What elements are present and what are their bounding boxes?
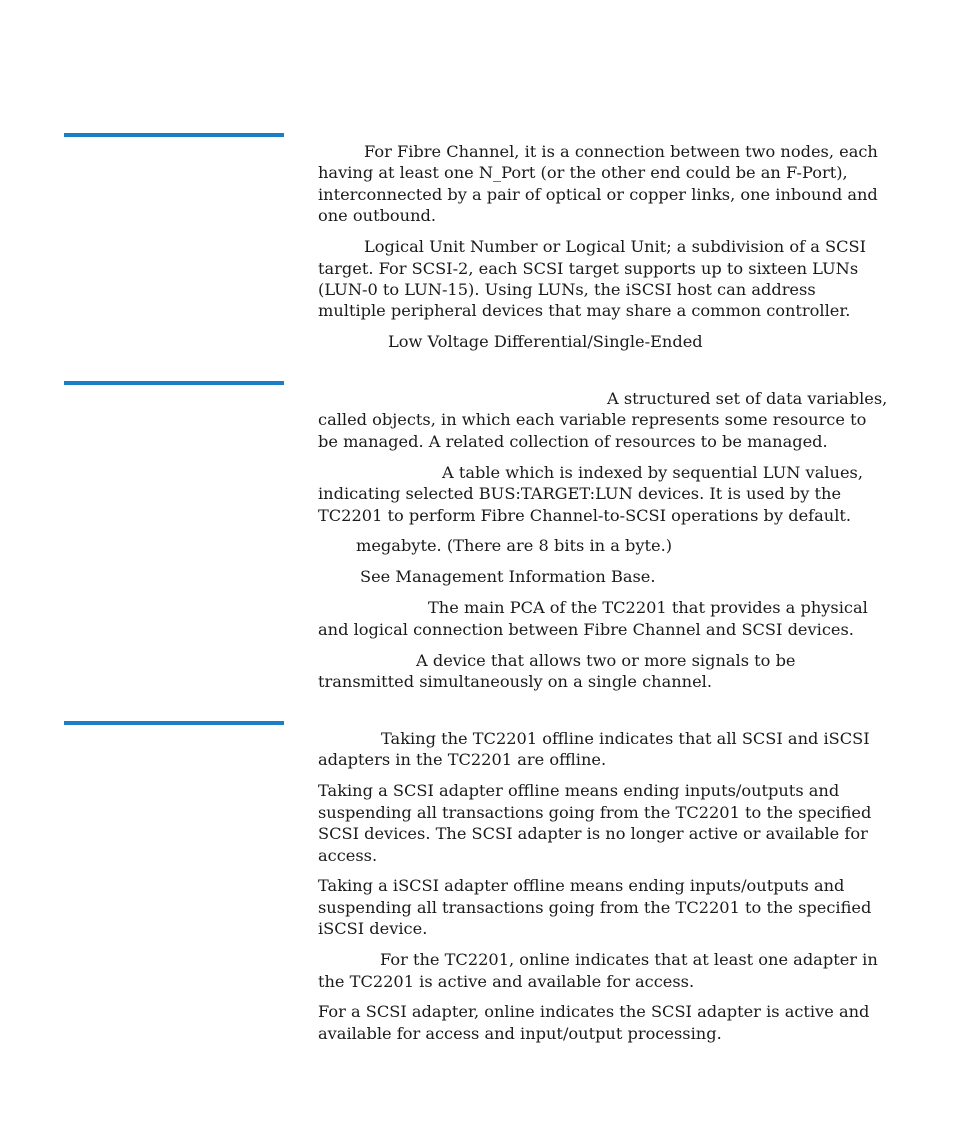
definition-paragraph: megabyte. (There are 8 bits in a byte.) xyxy=(356,536,673,556)
section-rule xyxy=(64,133,284,137)
definition-paragraph: A table which is indexed by sequential LUN values, indicating selected BUS:TARGET:LUN devices. It is used by the TC2201 to perform Fibre Channel-to-SCSI operations by default. xyxy=(318,462,863,525)
definition-paragraph: See Management Information Base. xyxy=(360,567,656,587)
definition-paragraph: For Fibre Channel, it is a connection between two nodes, each having at least one N_Port (or the other end could be an F-Port), interconnected by a pair of optical or copper links, one inbound and one outbound. xyxy=(318,142,878,226)
section-rule xyxy=(64,381,284,385)
definition-paragraph: A device that allows two or more signals to be transmitted simultaneously on a single channel. xyxy=(318,650,796,691)
definition-paragraph: Taking a iSCSI adapter offline means ending inputs/outputs and suspending all transactions going from the TC2201 to the specified iSCSI device. xyxy=(318,876,872,939)
definition-paragraph: Low Voltage Differential/Single-Ended xyxy=(388,332,703,352)
section-2 xyxy=(318,388,888,702)
definition-paragraph: A structured set of data variables, called objects, in which each variable represents some resource to be managed. A related collection of resources to be managed. xyxy=(318,389,888,451)
definition-paragraph: Taking the TC2201 offline indicates that all SCSI and iSCSI adapters in the TC2201 are offline. xyxy=(318,729,870,770)
section-3 xyxy=(318,728,888,1054)
definition-paragraph: For the TC2201, online indicates that at least one adapter in the TC2201 is active and available for access. xyxy=(318,950,878,991)
section-1 xyxy=(318,141,888,362)
definition-paragraph: The main PCA of the TC2201 that provides a physical and logical connection between Fibre Channel and SCSI devices. xyxy=(318,598,868,639)
definition-paragraph: Logical Unit Number or Logical Unit; a subdivision of a SCSI target. For SCSI-2, each SCSI target supports up to sixteen LUNs (LUN-0 to LUN-15). Using LUNs, the iSCSI host can address multiple peripheral devices that may share a common controller. xyxy=(318,237,866,321)
section-rule xyxy=(64,721,284,725)
definition-paragraph: For a SCSI adapter, online indicates the SCSI adapter is active and available for access and input/output processing. xyxy=(318,1002,870,1043)
definition-paragraph: Taking a SCSI adapter offline means ending inputs/outputs and suspending all transactions going from the TC2201 to the specified SCSI devices. The SCSI adapter is no longer active or available for access. xyxy=(318,781,872,865)
